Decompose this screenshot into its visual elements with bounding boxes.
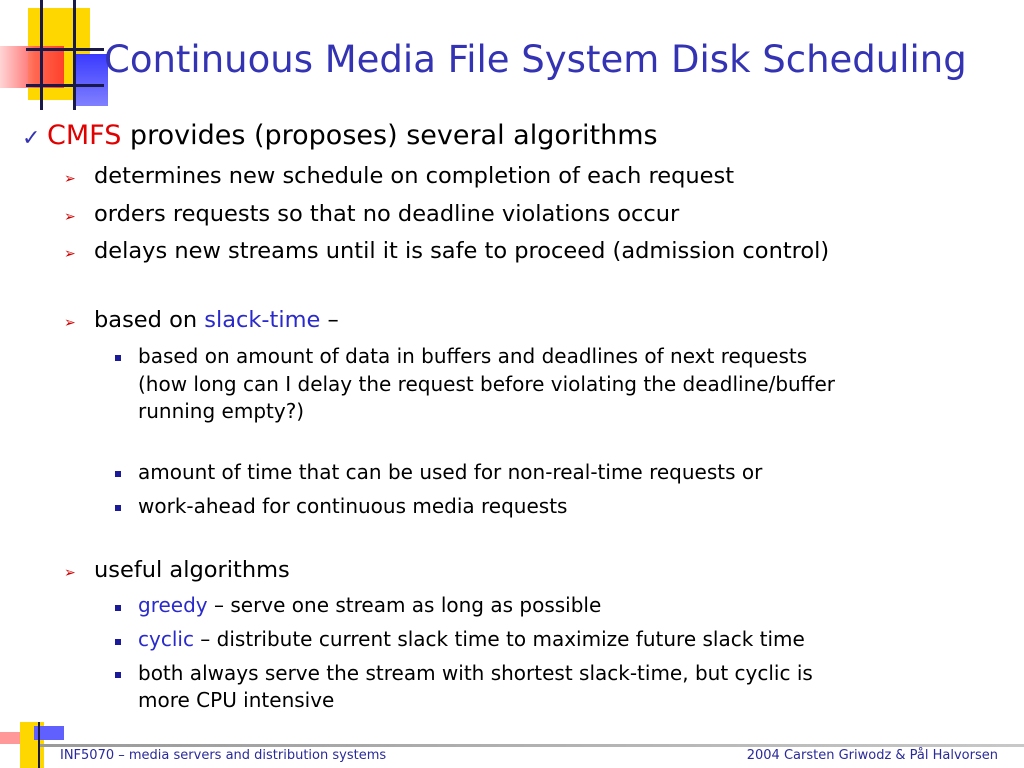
square-bullet-icon — [115, 471, 121, 477]
cyclic-term: cyclic — [138, 627, 194, 651]
cmfs-term: CMFS — [47, 120, 122, 151]
slack-point-line: based on amount of data in buffers and deadlines of next requests — [138, 344, 808, 368]
arrow-bullet-icon: ➢ — [64, 565, 76, 581]
square-bullet-icon — [115, 672, 121, 678]
square-bullet-icon — [115, 605, 121, 611]
slack-suffix: – — [320, 307, 339, 333]
arrow-bullet-icon: ➢ — [64, 209, 76, 225]
sub-bullet-useful: useful algorithms — [94, 557, 290, 583]
square-bullet-icon — [115, 505, 121, 511]
greedy-term: greedy — [138, 593, 208, 617]
slack-point-line: work-ahead for continuous media requests — [138, 494, 568, 518]
arrow-bullet-icon: ➢ — [64, 171, 76, 187]
both-line: both always serve the stream with shortest slack-time, but cyclic is — [138, 661, 813, 685]
sub-bullet: determines new schedule on completion of each request — [94, 163, 735, 189]
slide-title: Continuous Media File System Disk Scheduling — [104, 38, 967, 81]
arrow-bullet-icon: ➢ — [64, 246, 76, 262]
arrow-bullet-icon: ➢ — [64, 315, 76, 331]
sub-bullet-slack — [94, 307, 339, 333]
sub-bullet: orders requests so that no deadline violations occur — [94, 201, 680, 227]
footer-authors: 2004 Carsten Griwodz & Pål Halvorsen — [746, 748, 998, 763]
footer-course: INF5070 – media servers and distribution systems — [60, 748, 387, 763]
logo-line-horizontal-1 — [26, 48, 104, 51]
bullet-cmfs — [47, 120, 658, 151]
logo-red-block — [0, 46, 64, 88]
slack-point-line: (how long can I delay the request before violating the deadline/buffer — [138, 372, 835, 396]
cyclic-text: – distribute current slack time to maximize future slack time — [193, 627, 805, 651]
slack-point-line: amount of time that can be used for non-real-time requests or — [138, 460, 763, 484]
square-bullet-icon — [115, 355, 121, 361]
slack-prefix: based on — [94, 307, 205, 333]
logo-line-horizontal-2 — [26, 84, 104, 87]
check-bullet-icon: ✓ — [22, 126, 41, 151]
footer-divider — [40, 744, 1024, 747]
bullet-cmfs-text: provides (proposes) several algorithms — [121, 120, 658, 151]
slack-term: slack-time — [204, 307, 321, 333]
slack-point-line: running empty?) — [138, 399, 305, 423]
algo-greedy — [138, 593, 601, 617]
algo-cyclic — [138, 627, 805, 651]
greedy-text: – serve one stream as long as possible — [207, 593, 602, 617]
sub-bullet: delays new streams until it is safe to proceed (admission control) — [94, 238, 830, 264]
logo-line-vertical-2 — [73, 0, 76, 110]
square-bullet-icon — [115, 639, 121, 645]
both-line: more CPU intensive — [138, 688, 335, 712]
logo-line-vertical-1 — [40, 0, 43, 110]
